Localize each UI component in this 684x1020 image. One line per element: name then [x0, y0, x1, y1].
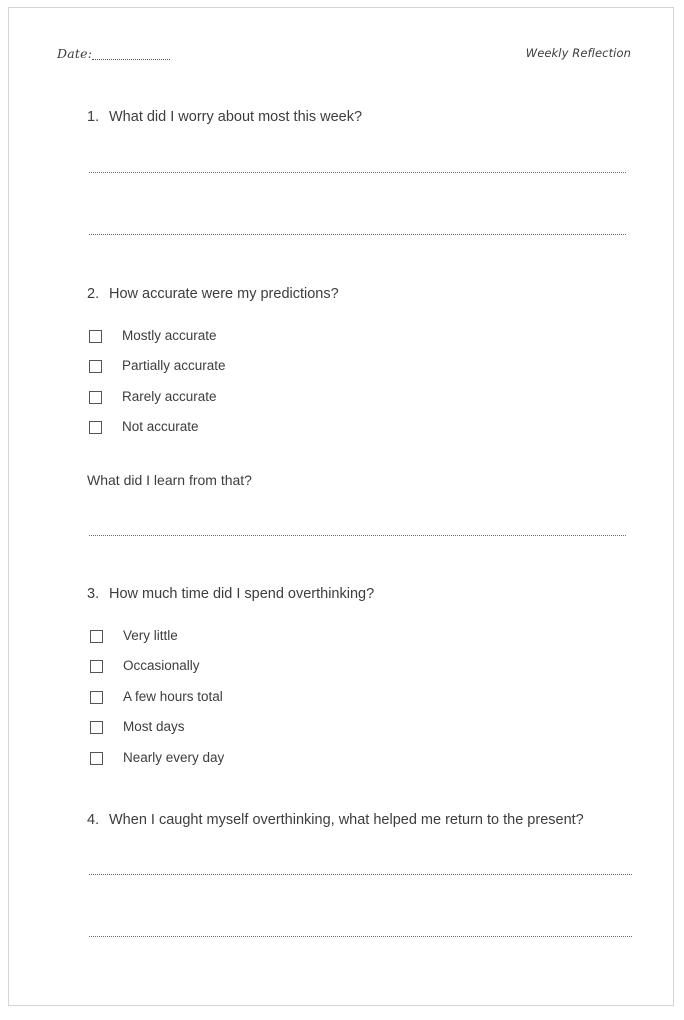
question-4-answer-line-1[interactable] [89, 874, 632, 875]
option-label: Mostly accurate [122, 328, 217, 344]
question-2-number: 2. [87, 286, 100, 302]
question-1-answer-line-1[interactable] [89, 172, 626, 173]
question-1-text: What did I worry about most this week? [109, 109, 363, 125]
option-label: Partially accurate [122, 358, 226, 374]
option-label: Not accurate [122, 419, 199, 435]
checkbox-icon[interactable] [89, 421, 102, 434]
question-2-option-rarely-accurate[interactable] [89, 389, 217, 405]
option-label: Occasionally [123, 658, 200, 674]
checkbox-icon[interactable] [90, 630, 103, 643]
question-2-option-partially-accurate[interactable] [89, 358, 226, 374]
option-label: Most days [123, 719, 185, 735]
option-label: Very little [123, 628, 178, 644]
option-label: A few hours total [123, 689, 223, 705]
checkbox-icon[interactable] [89, 360, 102, 373]
question-2-option-mostly-accurate[interactable] [89, 328, 217, 344]
question-3-option-nearly-every-day[interactable] [90, 750, 224, 766]
question-3-number: 3. [87, 586, 100, 602]
question-4 [87, 812, 584, 828]
question-2 [87, 286, 339, 302]
question-3-option-very-little[interactable] [90, 628, 178, 644]
question-3-option-a-few-hours-total[interactable] [90, 689, 223, 705]
question-3-text: How much time did I spend overthinking? [109, 586, 375, 602]
question-3 [87, 586, 374, 602]
question-1-answer-line-2[interactable] [89, 234, 626, 235]
option-label: Nearly every day [123, 750, 225, 766]
question-2-option-not-accurate[interactable] [89, 419, 199, 435]
question-3-option-most-days[interactable] [90, 719, 185, 735]
checkbox-icon[interactable] [90, 721, 103, 734]
page-title: Weekly Reflection [525, 46, 631, 60]
question-4-number: 4. [87, 812, 100, 828]
date-label: Date: [57, 46, 93, 61]
date-input-line[interactable] [92, 58, 170, 60]
checkbox-icon[interactable] [89, 330, 102, 343]
question-1-number: 1. [87, 109, 100, 125]
checkbox-icon[interactable] [89, 391, 102, 404]
checkbox-icon[interactable] [90, 691, 103, 704]
question-4-answer-line-2[interactable] [89, 936, 632, 937]
option-label: Rarely accurate [122, 389, 217, 405]
question-2-text: How accurate were my predictions? [109, 286, 339, 302]
question-2-subprompt-answer-line[interactable] [89, 535, 626, 536]
worksheet-header [9, 8, 674, 68]
checkbox-icon[interactable] [90, 660, 103, 673]
question-4-text: When I caught myself overthinking, what helped me return to the present? [109, 812, 584, 828]
question-3-option-occasionally[interactable] [90, 658, 200, 674]
checkbox-icon[interactable] [90, 752, 103, 765]
worksheet-page [8, 7, 674, 1006]
question-2-subprompt: What did I learn from that? [87, 472, 252, 488]
question-1 [87, 109, 362, 125]
